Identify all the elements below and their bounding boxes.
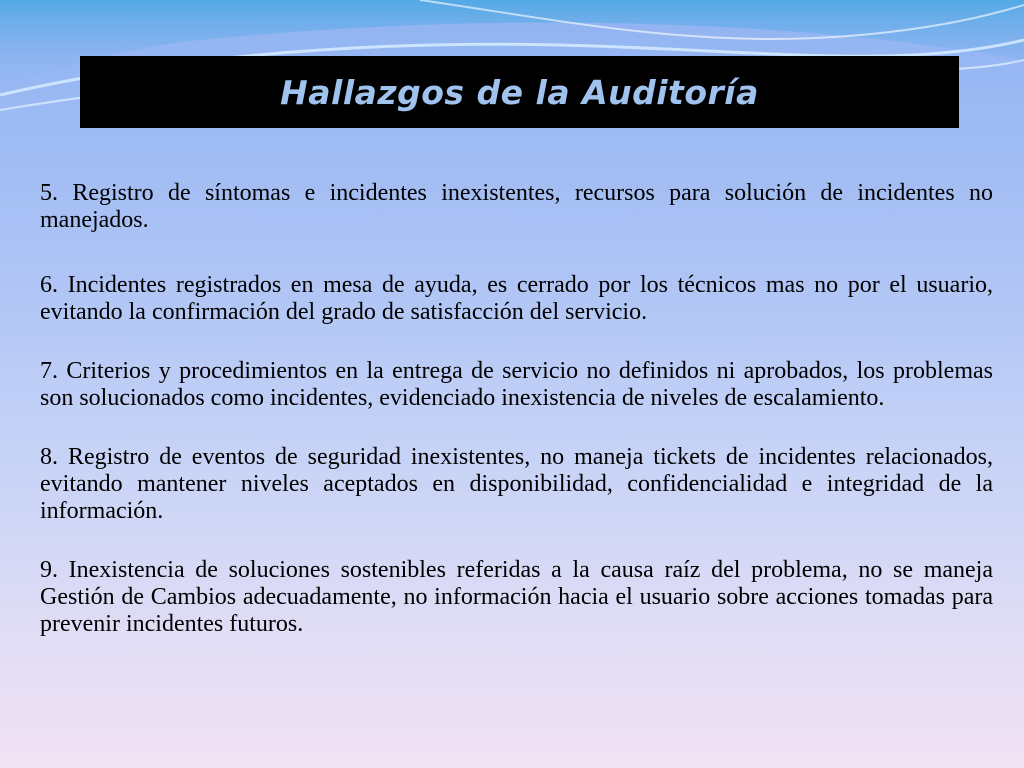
finding-paragraph: 5. Registro de síntomas e incidentes inexistentes, recursos para solución de incidentes no manejados. xyxy=(40,180,993,233)
finding-paragraph: 9. Inexistencia de soluciones sostenibles referidas a la causa raíz del problema, no se maneja Gestión de Cambios adecuadamente, no información hacia el usuario sobre acciones tomadas para prevenir incidentes futuros. xyxy=(40,557,993,637)
slide-title: Hallazgos de la Auditoría xyxy=(280,72,759,112)
finding-paragraph: 7. Criterios y procedimientos en la entrega de servicio no definidos ni aprobados, los problemas son solucionados como incidentes, evidenciado inexistencia de niveles de escalamiento. xyxy=(40,358,993,411)
title-bar xyxy=(80,56,959,128)
finding-paragraph: 6. Incidentes registrados en mesa de ayuda, es cerrado por los técnicos mas no por el usuario, evitando la confirmación del grado de satisfacción del servicio. xyxy=(40,272,993,325)
finding-paragraph: 8. Registro de eventos de seguridad inexistentes, no maneja tickets de incidentes relacionados, evitando mantener niveles aceptados en disponibilidad, confidencialidad e integridad de la información. xyxy=(40,444,993,524)
content-body xyxy=(40,180,993,670)
